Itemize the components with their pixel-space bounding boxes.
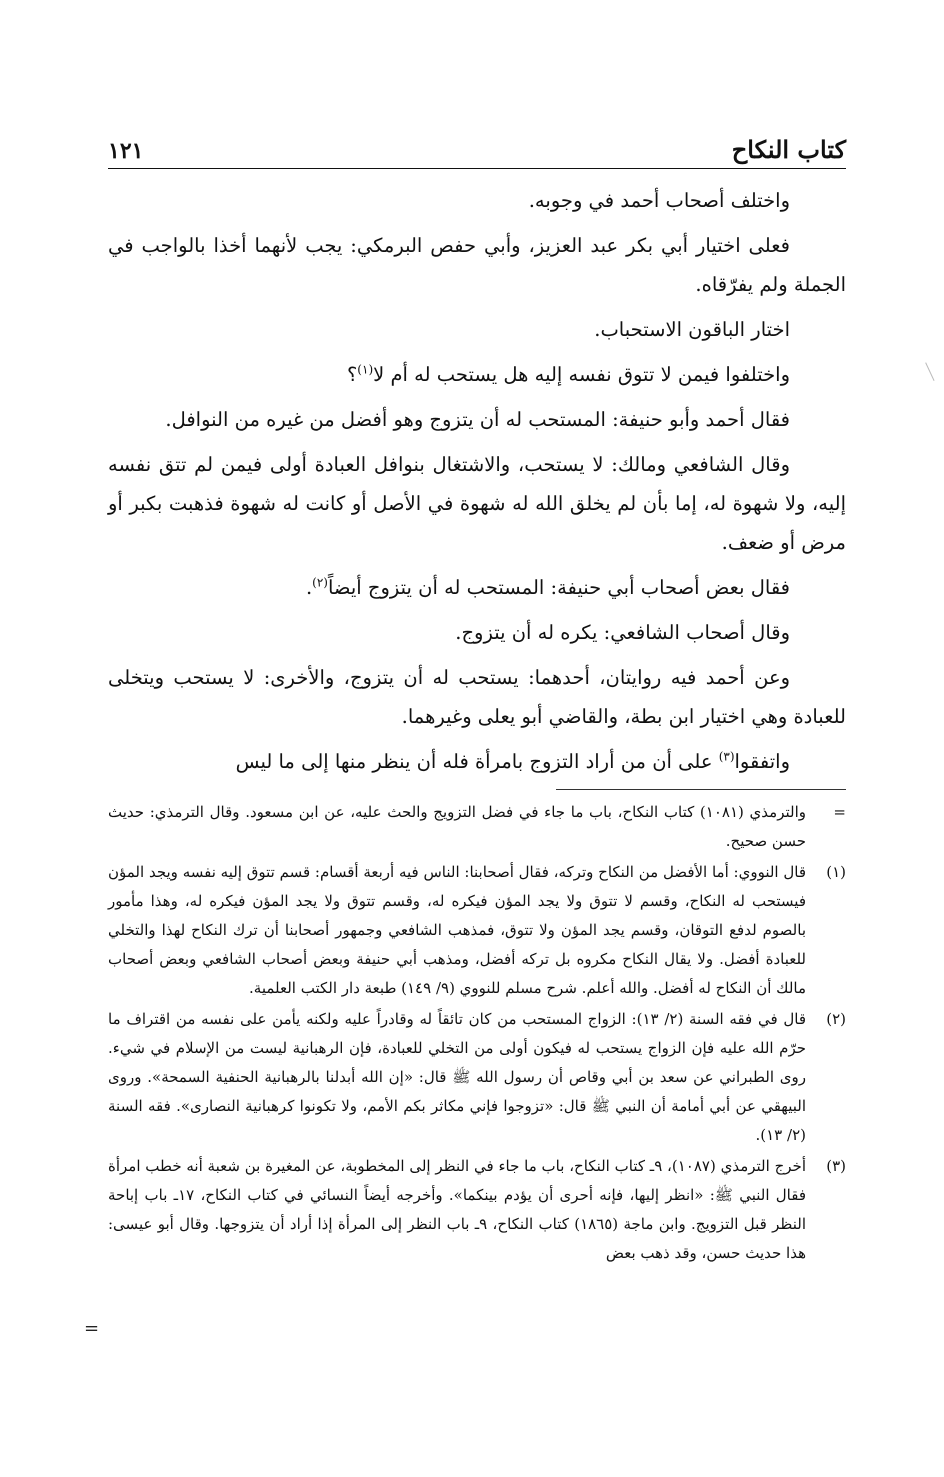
paragraph xyxy=(108,658,846,736)
paragraph-text: وعن أحمد فيه روايتان، أحدهما: يستحب له أن يتزوج، والأخرى: لا يستحب ويتخلى للعبادة وهي اختيار ابن بطة، والقاضي أبو يعلى وغيرهما. xyxy=(108,666,846,728)
paragraph-text-tail: ؟ xyxy=(346,363,358,386)
continuation-mark: = xyxy=(84,1318,100,1339)
paragraph-text: وقال الشافعي ومالك: لا يستحب، والاشتغال بنوافل العبادة أولى فيمن لم تتق نفسه إليه، ولا شهوة له، إما بأن لم يخلق الله له شهوة في الأصل أو كانت له شهوة فذهبت بكبر أو مرض أو ضعف. xyxy=(108,453,846,554)
paragraph-text: واختلف أصحاب أحمد في وجوبه. xyxy=(528,189,790,212)
chapter-title: كتاب النكاح xyxy=(731,135,846,164)
paragraph xyxy=(108,613,846,652)
paragraph xyxy=(108,310,846,349)
footnote-marker: (٣) xyxy=(826,1157,846,1175)
footnote-text: أخرج الترمذي (١٠٨٧)، ٩ـ كتاب النكاح، باب ما جاء في النظر إلى المخطوبة، عن المغيرة بن شعبة أنه خطب امرأة فقال النبي ﷺ: «انظر إليها، فإنه أحرى أن يؤدم بينكما». وأخرجه أيضاً النسائي في كتاب النكاح، ١٧ـ باب إباحة النظر قبل التزويج. وابن ماجة (١٨٦٥) كتاب النكاح، ٩ـ باب النظر إلى المرأة إذا أراد أن يتزوجها. وقال أبو عيسى: هذا حديث حسن، وقد ذهب بعض xyxy=(108,1157,807,1262)
paragraph-text: واتفقوا xyxy=(734,750,790,773)
footnote-text: قال النووي: أما الأفضل من النكاح وتركه، فقال أصحابنا: الناس فيه أربعة أقسام: قسم تتوق إليه نفسه ويجد المؤن فيستحب له النكاح، وقسم لا تتوق ولا يجد المؤن فيكره له، وقسم تتوق ولا يجد المؤن فيكره له، وهذا مأمور بالصوم لدفع التوقان، وقسم يجد المؤن ولا تتوق، فمذهب الشافعي وجمهور أصحابنا أن ترك النكاح لهذا والتخلي للعبادة أفضل. ولا يقال النكاح مكروه بل تركه أفضل، ومذهب أبي حنيفة وبعض أصحاب الشافعي وبعض أصحاب مالك أن النكاح له أفضل. والله أعلم. شرح مسلم للنووي (٩/ ١٤٩) طبعة دار الكتب العلمية. xyxy=(108,863,806,997)
paragraph xyxy=(108,445,846,562)
footnotes xyxy=(108,798,846,1268)
paragraph xyxy=(108,181,846,220)
footnote-marker: = xyxy=(833,803,846,821)
footnote-ref[interactable]: (١) xyxy=(357,362,374,377)
paragraph-text: واختلفوا فيمن لا تتوق نفسه إليه هل يستحب له أم لا xyxy=(373,363,790,386)
paragraph xyxy=(108,742,846,781)
paragraph xyxy=(108,226,846,304)
scan-mark xyxy=(925,359,942,381)
paragraph-text: فقال أحمد وأبو حنيفة: المستحب له أن يتزوج وهو أفضل من غيره من النوافل. xyxy=(165,408,790,431)
book-page xyxy=(108,128,846,1270)
paragraph-text-tail: . xyxy=(305,576,313,599)
footnote-marker: (١) xyxy=(826,863,846,881)
paragraph-text: فعلى اختيار أبي بكر عبد العزيز، وأبي حفص البرمكي: يجب لأنهما أخذا بالواجب في الجملة ولم يفرّقاه. xyxy=(108,234,846,296)
page-number: ١٢١ xyxy=(108,138,144,164)
paragraph-text-tail: على أن من أراد التزوج بامرأة فله أن ينظر منها إلى ما ليس xyxy=(235,750,719,773)
paragraph-text: فقال بعض أصحاب أبي حنيفة: المستحب له أن يتزوج أيضاً xyxy=(327,576,790,599)
footnote-text: والترمذي (١٠٨١) كتاب النكاح، باب ما جاء في فضل التزويج والحث عليه، عن ابن مسعود. وقال الترمذي: حديث حسن صحيح. xyxy=(108,803,806,850)
footnote-ref[interactable]: (٣) xyxy=(718,749,735,764)
paragraph xyxy=(108,400,846,439)
paragraph-text: اختار الباقون الاستحباب. xyxy=(594,318,790,341)
footnote-marker: (٢) xyxy=(826,1010,846,1028)
paragraph-text: وقال أصحاب الشافعي: يكره له أن يتزوج. xyxy=(455,621,790,644)
footnote-text: قال في فقه السنة (٢/ ١٣): الزواج المستحب من كان تائقاً له وقادراً عليه ولكنه يأمن على نفسه من اقتراف ما حرّم الله عليه فإن الزواج يستحب له فيكون أولى من التخلي للعبادة، فإن الرهبانية ليست من الإسلام في شيء. روى الطبراني عن سعد بن أبي وقاص أن رسول الله ﷺ قال: «إن الله أبدلنا بالرهبانية الحنفية السمحة». وروى البيهقي عن أبي أمامة أن النبي ﷺ قال: «تزوجوا فإني مكاثر بكم الأمم، ولا تكونوا كرهبانية النصارى». فقه السنة (٢/ ١٣). xyxy=(108,1010,806,1144)
page-header xyxy=(108,128,846,169)
footnote xyxy=(108,858,846,1003)
main-text xyxy=(108,181,846,781)
footnote-separator xyxy=(556,789,846,790)
paragraph xyxy=(108,568,846,607)
footnote xyxy=(108,1005,846,1150)
footnote xyxy=(108,1152,846,1268)
paragraph xyxy=(108,355,846,394)
footnote-ref[interactable]: (٢) xyxy=(312,575,328,590)
footnote xyxy=(108,798,846,856)
